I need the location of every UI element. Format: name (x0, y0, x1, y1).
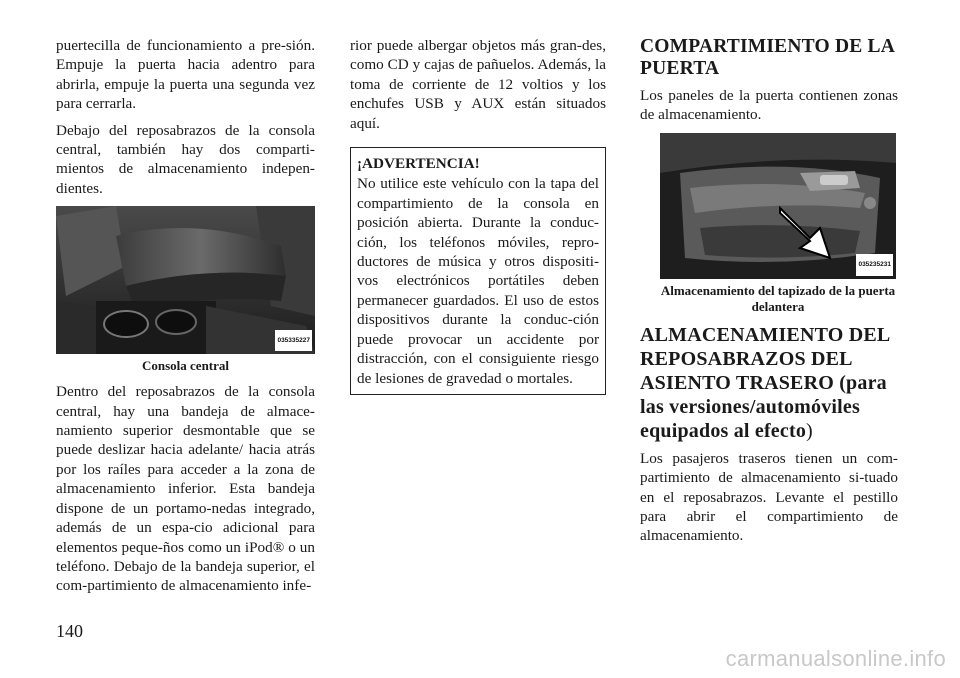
column-3 (640, 36, 898, 553)
watermark: carmanualsonline.info (725, 646, 946, 671)
door-panel-photo (660, 133, 896, 279)
paragraph: Dentro del reposabrazos de la consola central, hay una bandeja de almace-namiento superior desmontable que se puede deslizar hacia adelante/ hacia atrás por los raíles para acceder a la zona de almacenamiento inferior. Esta bandeja dispone de un portamo-nedas integrado, además de un espa-cio adicional para elementos peque-ños como un iPod® o un teléfono. Debajo de la bandeja superior, el com-partimiento de almacenamiento infe- (56, 383, 315, 595)
column-1 (56, 36, 315, 603)
figure-caption: Almacenamiento del tapizado de la puerta delantera (660, 282, 896, 314)
paragraph: Debajo del reposabrazos de la consola central, también hay dos comparti-mientos de almacenamiento indepen-dientes. (56, 121, 315, 197)
warning-box (350, 147, 606, 395)
heading-tail: ) (806, 419, 813, 442)
paragraph: Los paneles de la puerta contienen zonas de almacenamiento. (640, 87, 898, 124)
paragraph: puertecilla de funcionamiento a pre-sión. Empuje la puerta hacia adentro para abrirla, empuje la puerta una segunda vez para cerrarla. (56, 37, 315, 113)
section-heading (640, 323, 898, 443)
warning-text: No utilice este vehículo con la tapa del compartimiento de la consola en posición abierta. Durante la conduc-ción, los teléfonos móviles, repro-ductores de música y otros dispositi-vos electrónicos portátiles deben permanecer guardados. El uso de estos dispositivos durante la conduc-ción puede provocar un accidente por distracción, con el consiguiente riesgo de lesiones de gravedad o mortales. (357, 175, 599, 387)
paragraph: rior puede albergar objetos más gran-des, como CD y cajas de pañuelos. Además, la toma de corriente de 12 voltios y los enchufes USB y AUX están situados aquí. (350, 37, 606, 132)
warning-title: ¡ADVERTENCIA! (357, 155, 480, 173)
console-photo (56, 206, 315, 354)
heading-text: ALMACENAMIENTO DEL REPOSABRAZOS DEL ASIENTO TRASERO (para las versiones/automóviles equipados al efecto (640, 323, 890, 442)
section-heading: COMPARTIMIENTO DE LA PUERTA (640, 36, 894, 79)
page-number: 140 (56, 621, 83, 641)
figure-id: 035235231 (856, 254, 893, 275)
figure-id: 035335227 (275, 330, 312, 351)
figure-caption: Consola central (141, 358, 230, 374)
paragraph: Los pasajeros traseros tienen un com-partimiento de almacenamiento si-tuado en el reposabrazos. Levante el pestillo para abrir el compartimiento de almacenamiento. (640, 449, 898, 545)
column-2 (350, 36, 606, 395)
